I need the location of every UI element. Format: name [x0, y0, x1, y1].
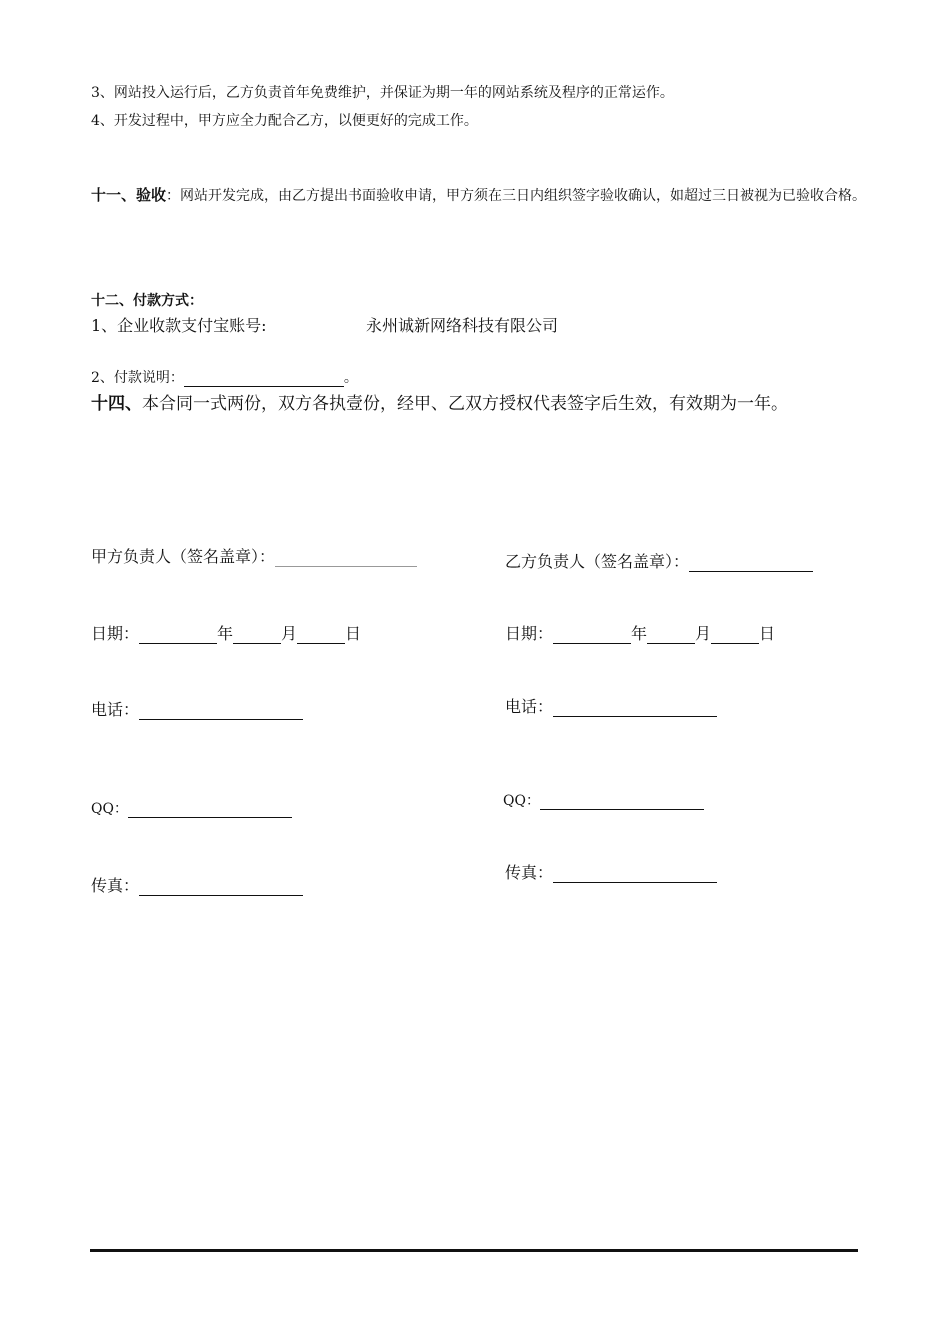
party-a-date-row [91, 621, 361, 644]
party-b-fax-row [505, 860, 717, 883]
party-b-date-label: 日期： [505, 624, 554, 643]
party-a-signer-label: 甲方负责人（签名盖章）： [91, 547, 276, 566]
party-a-date-label: 日期： [91, 624, 140, 643]
payment-note-label: 2、付款说明： [91, 370, 184, 386]
party-a-signer-field[interactable] [275, 548, 417, 567]
party-a-month-field[interactable] [233, 625, 281, 644]
party-a-phone-row [91, 697, 303, 720]
party-a-month-label: 月 [281, 624, 298, 643]
party-a-fax-row [91, 873, 303, 896]
party-a-qq-label: QQ： [91, 801, 128, 817]
party-b-day-label: 日 [759, 624, 776, 643]
acceptance-heading: 十一、验收 [91, 186, 167, 204]
alipay-row [91, 313, 267, 336]
party-a-day-field[interactable] [297, 625, 345, 644]
party-a-fax-field[interactable] [139, 877, 303, 896]
party-b-phone-label: 电话： [505, 697, 554, 716]
alipay-value: 永州诚新网络科技有限公司 [366, 316, 559, 335]
clause-14-heading: 十四、 [91, 394, 142, 414]
party-b-qq-label: QQ： [503, 793, 540, 809]
item-3: 3、网站投入运行后，乙方负责首年免费维护，并保证为期一年的网站系统及程序的正常运作。 [91, 85, 674, 101]
party-b-day-field[interactable] [711, 625, 759, 644]
payment-note-end: 。 [343, 370, 358, 386]
party-a-phone-field[interactable] [139, 701, 303, 720]
party-b-fax-label: 传真： [505, 863, 554, 882]
party-a-year-label: 年 [217, 624, 234, 643]
party-b-qq-row [503, 790, 704, 810]
party-b-month-field[interactable] [647, 625, 695, 644]
party-a-day-label: 日 [345, 624, 362, 643]
acceptance-colon: ： [166, 188, 181, 204]
party-a-year-field[interactable] [139, 625, 217, 644]
party-b-fax-field[interactable] [553, 864, 717, 883]
party-a-qq-field[interactable] [128, 799, 292, 818]
party-b-month-label: 月 [695, 624, 712, 643]
payment-note-field[interactable] [184, 368, 344, 387]
party-b-phone-field[interactable] [553, 698, 717, 717]
party-a-qq-row [91, 798, 292, 818]
party-b-signer-row [505, 549, 813, 572]
party-b-signer-label: 乙方负责人（签名盖章）： [505, 552, 690, 571]
party-b-year-label: 年 [631, 624, 648, 643]
party-a-phone-label: 电话： [91, 700, 140, 719]
party-b-signer-field[interactable] [689, 553, 813, 572]
payment-note-row [91, 367, 358, 387]
party-b-year-field[interactable] [553, 625, 631, 644]
party-b-phone-row [505, 694, 717, 717]
clause-14-body: 本合同一式两份，双方各执壹份，经甲、乙双方授权代表签字后生效，有效期为一年。 [142, 394, 788, 414]
party-b-date-row [505, 621, 775, 644]
footer-divider [90, 1249, 858, 1252]
acceptance-body: 网站开发完成，由乙方提出书面验收申请，甲方须在三日内组织签字验收确认，如超过三日被视为已验收合格。 [180, 188, 867, 204]
payment-heading: 十二、付款方式： [91, 293, 203, 309]
clause-14 [91, 389, 788, 414]
party-a-signer-row [91, 544, 417, 567]
party-a-fax-label: 传真： [91, 876, 140, 895]
acceptance-section [91, 182, 866, 210]
party-b-qq-field[interactable] [540, 791, 704, 810]
item-4: 4、开发过程中，甲方应全力配合乙方，以便更好的完成工作。 [91, 113, 478, 129]
alipay-label: 1、企业收款支付宝账号: [91, 316, 267, 335]
